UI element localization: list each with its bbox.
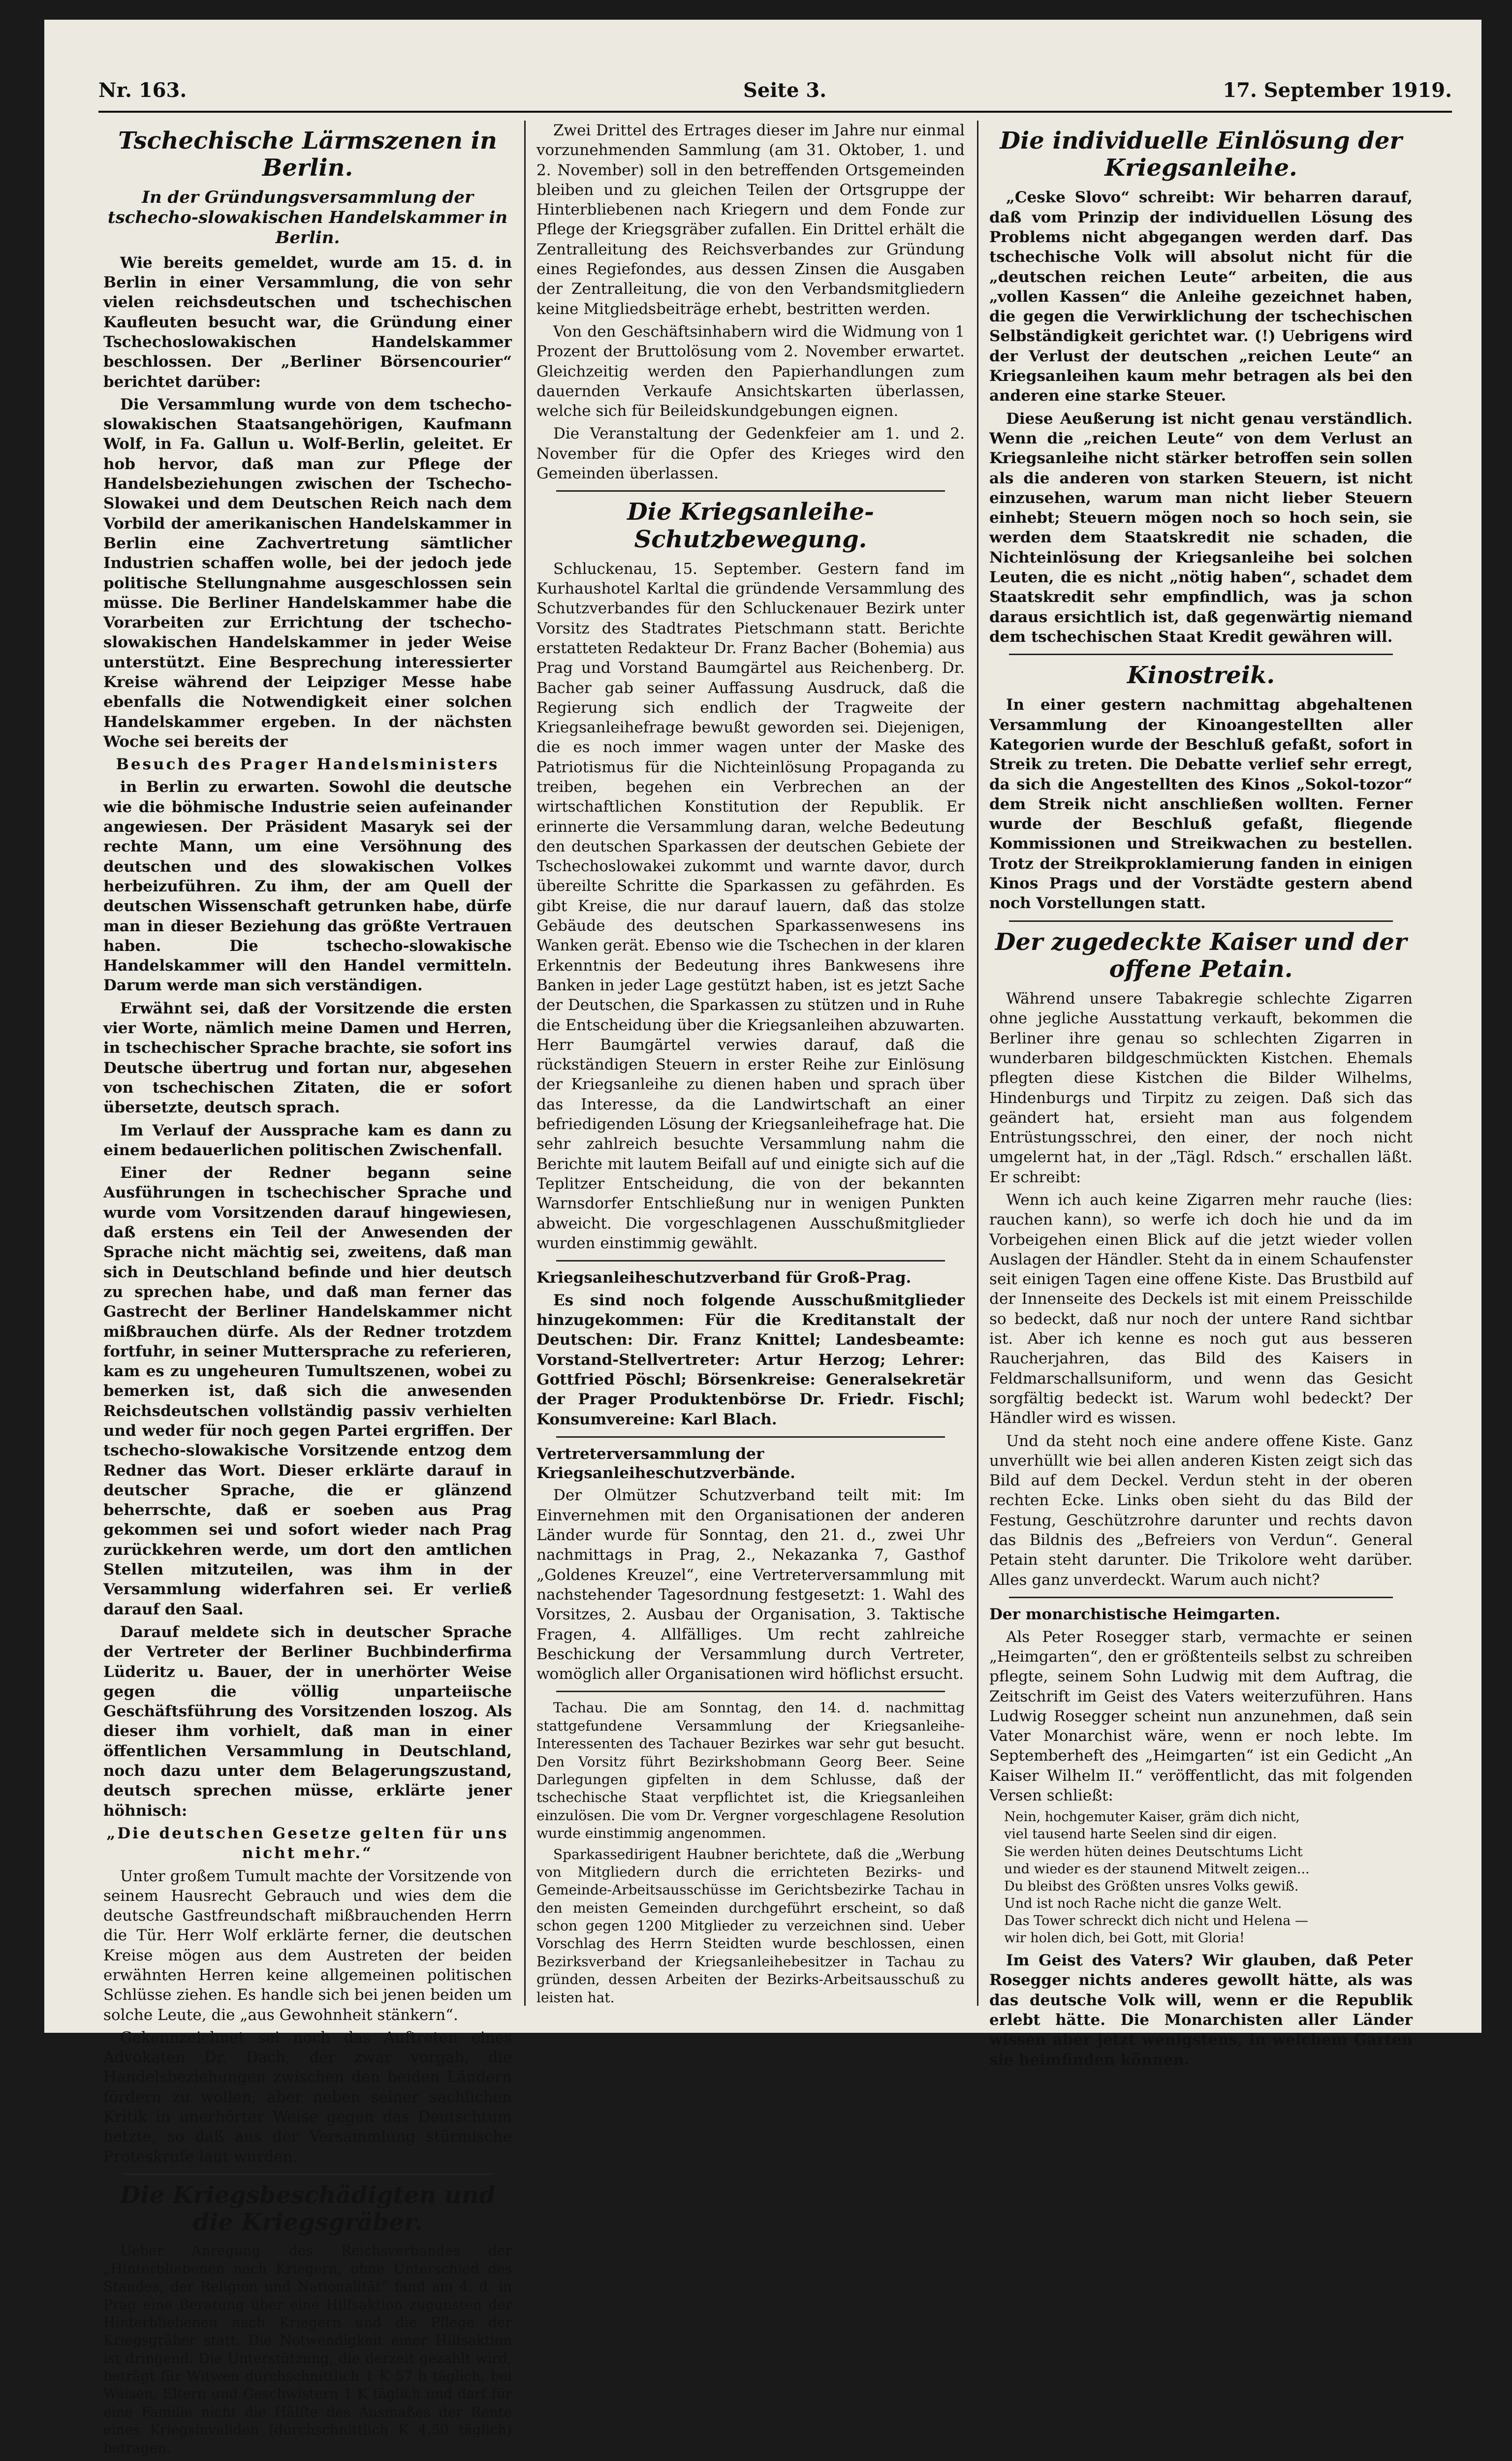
section-rule: [1009, 1597, 1393, 1598]
article-paragraph: Darauf meldete sich in deutscher Sprache der Vertreter der Berliner Buchbinderfirma Lüderitz u. Bauer, der in unerhörter Weise gegen die völlig unparteiische Geschäftsführung des Vorsitzenden loszog. Als dieser ihm vorhielt, daß man in einer öffentlichen Versammlung in Deutschland, noch dazu unter dem Belagerungszustand, deutsch sprechen müsse, erklärte jener höhnisch:: [103, 1623, 512, 1820]
column-right: [989, 121, 1413, 2069]
section-rule: [556, 1436, 945, 1438]
article-paragraph: Im Verlauf der Aussprache kam es dann zu einem bedauerlichen politischen Zwischenfall.: [103, 1121, 512, 1159]
poem-line: Und ist noch Rache nicht die ganze Welt.: [1004, 1895, 1282, 1911]
article-paragraph: Unter großem Tumult machte der Vorsitzende von seinem Hausrecht Gebrauch und wies dem die deutsche Gastfreundschaft mißbrauchenden Herrn die Tür. Herr Wolf erklärte ferner, die deutschen Kreise mögen aus dem Austreten der beiden erwähnten Herren keine allgemeinen politischen Schlüsse ziehen. Es handle sich bei jenen beiden um solche Leute, die „aus Gewohnheit stänkern“.: [103, 1867, 512, 2024]
article-paragraph: Sparkassedirigent Haubner berichtete, daß die „Werbung von Mitgliedern durch die errichteten Bezirks- und Gemeinde-Arbeitsausschüsse im Gerichtsbezirke Tachau in den meisten Gemeinden durchgeführt erscheint, so daß schon gegen 1200 Mitglieder zu verzeichnen sind. Ueber Vorschlag des Herrn Steidten wurde beschlossen, einen Bezirksverband der Kriegsanleihebesitzer in Tachau zu gründen, dessen Arbeiten der Bezirks-Arbeitsausschuß zu leisten hat.: [536, 1846, 965, 2006]
section-rule: [1009, 920, 1393, 922]
article-title: Der zugedeckte Kaiser und der offene Petain.: [995, 928, 1407, 983]
article-title: Tschechische Lärmszenen in Berlin.: [118, 127, 497, 182]
article-paragraph: Ueber Anregung des Reichsverbandes der „Hinterbliebenen nach Kriegern, ohne Unterschied des Standes, der Religion und Nationalität“ fand am 4. d. in Prag eine Beratung über eine Hilfsaktion zugunsten der Hinterbliebenen nach Kriegern und die Pflege der Kriegsgräber statt. Die Notwendigkeit einer Hilfsaktion ist dringend. Die Unterstützung, die derzeit gezahlt wird, beträgt für Witwen durchschnittlich 1 K 57 h täglich, bei Waisen, Eltern und Geschwistern 1 K täglich und darf für eine Familie nicht die Hälfte des Ausmaßes der Rente eines Kriegsinvaliden (durchschnittlich K 4.50 täglich) betragen.: [103, 2242, 512, 2456]
article-paragraph: In einer gestern nachmittag abgehaltenen Versammlung der Kinoangestellten aller Kategorien wurde der Beschluß gefaßt, sofort in Streik zu treten. Die Debatte verlief sehr erregt, da sich die Angestellten des Kinos „Sokol-tozor“ dem Streik nicht anschließen wollten. Ferner wurde der Beschluß gefaßt, fliegende Kommissionen und Streikwachen zu bestellen. Trotz der Streikproklamierung fanden in einigen Kinos Prags und der Vorstädte gestern abend noch Vorstellungen statt.: [989, 696, 1413, 913]
poem-line: Du bleibst des Größten unsres Volks gewiß.: [1004, 1878, 1299, 1894]
column-middle: [536, 121, 965, 2016]
poem-line: Sie werden hüten deines Deutschtums Licht: [1004, 1844, 1303, 1860]
article-paragraph: Gekennzeichnet sei noch das Auftreten eines Advokaten Dr. Dach, der zwar vorgab, die Handelsbeziehungen zwischen den beiden Ländern fördern zu wollen, aber neben seiner sachlichen Kritik in unerhörter Weise gegen das Deutschtum hetzte, so daß aus der Versammlung stürmische Proteskrufe laut wurden.: [103, 2028, 512, 2166]
article-paragraph: Tachau. Die am Sonntag, den 14. d. nachmittag stattgefundene Versammlung der Kriegsanleihe-Interessenten des Tachauer Bezirkes war sehr gut besucht. Den Vorsitz führt Bezirkshobmann Georg Beer. Seine Darlegungen gipfelten in dem Schlusse, daß der tschechische Staat verpflichtet ist, die Kriegsanleihen einzulösen. Die vom Dr. Vergner vorgeschlagene Resolution wurde einstimmig angenommen.: [536, 1700, 965, 1842]
article-paragraph: „Ceske Slovo“ schreibt: Wir beharren darauf, daß vom Prinzip der individuellen Lösung des Problems nicht abgegangen werden darf. Das tschechische Volk will absolut nicht für die „deutschen reichen Leute“ arbeiten, die aus „vollen Kassen“ die Anleihe gezeichnet haben, die gegen die Verwirklichung der tschechischen Selbständigkeit gerichtet war. (!) Uebrigens wird der Verlust der deutschen „reichen Leute“ an Kriegsanleihen kaum mehr betragen als bei den anderen eine starke Steuer.: [989, 189, 1413, 405]
article-paragraph: Während unsere Tabakregie schlechte Zigarren ohne jegliche Ausstattung verkauft, bekommen die Berliner ihre genau so schlechten Zigarren in wunderbaren bildgeschmückten Kistchen. Ehemals pflegten diese Kistchen die Bilder Wilhelms, Hindenburgs und Tirpitz zu zeigen. Daß sich das geändert hat, ersieht man aus folgendem Entrüstungsschrei, den einer, der noch nicht umgelernt hat, in der „Tägl. Rdsch.“ erschallen läßt. Er schreibt:: [989, 990, 1413, 1186]
article-paragraph: Die Veranstaltung der Gedenkfeier am 1. und 2. November für die Opfer des Krieges wird den Gemeinden überlassen.: [536, 425, 965, 483]
poem-line: und wieder es der staunend Mitwelt zeigen...: [1004, 1861, 1310, 1877]
article-title: Vertreterversammlung der Kriegsanleiheschutzverbände.: [536, 1445, 795, 1482]
article-title: Kinostreik.: [1127, 662, 1275, 690]
poem-line: Nein, hochgemuter Kaiser, gräm dich nicht,: [1004, 1809, 1300, 1825]
article-title: Der monarchistische Heimgarten.: [989, 1605, 1281, 1623]
issue-date: 17. September 1919.: [1223, 79, 1452, 102]
article-paragraph: Im Geist des Vaters? Wir glauben, daß Peter Rosegger nichts anderes gewollt hätte, als was das deutsche Volk will, wenn er die Republik erlebt hätte. Die Monarchisten aller Länder wissen aber jetzt wenigstens, in welchem Garten sie heimfinden können.: [989, 1952, 1413, 2069]
article-paragraph: Erwähnt sei, daß der Vorsitzende die ersten vier Worte, nämlich meine Damen und Herren, in tschechischer Sprache brachte, sie sofort ins Deutsche übertrug und fortan nur, abgesehen von tschechischen Zitaten, die er sofort übersetzte, deutsch sprach.: [103, 999, 512, 1117]
newspaper-page: [44, 20, 1481, 2456]
column-divider: [524, 121, 526, 2006]
masthead-rule: [98, 111, 1452, 113]
article-paragraph: Die Versammlung wurde von dem tschecho-slowakischen Staatsangehörigen, Kaufmann Wolf, in Fa. Gallun u. Wolf-Berlin, geleitet. Er hob hervor, daß man zur Pflege der Handelsbeziehungen zwischen der Tschecho-Slowakei und dem Deutschen Reich nach dem Vorbild der amerikanischen Handelskammer in Berlin eine Zachvertretung sämtlicher Industrien schaffen wolle, bei der jedoch jede politische Stellungnahme ausgeschlossen sein müsse. Die Berliner Handelskammer habe die Vorarbeiten zur Errichtung der tschecho-slowakischen Handelskammer in jeder Weise unterstützt. Eine Besprechung interessierter Kreise während der Leipziger Messe habe ebenfalls die Notwendigkeit einer solchen Handelskammer ergeben. In der nächsten Woche sei bereits der: [103, 395, 512, 751]
article-paragraph: in Berlin zu erwarten. Sowohl die deutsche wie die böhmische Industrie seien aufeinander angewiesen. Der Präsident Masaryk sei der rechte Mann, um eine Versöhnung des deutschen und des slowakischen Volkes herbeizuführen. Zu ihm, der am Quell der deutschen Wissenschaft getrunken habe, dürfe man in dieser Beziehung das größte Vertrauen haben. Die tschecho-slowakische Handelskammer will den Handel vermitteln. Darum werde man sich verständigen.: [103, 778, 512, 995]
column-left: [103, 121, 512, 2456]
article-paragraph: Wie bereits gemeldet, wurde am 15. d. in Berlin in einer Versammlung, die von sehr vielen reichsdeutschen und tschechischen Kaufleuten besucht war, die Gründung einer Tschechoslowakischen Handelskammer beschlossen. Der „Berliner Börsencourier“ berichtet darüber:: [103, 253, 512, 391]
article-subtitle: In der Gründungsversammlung der tschecho-slowakischen Handelskammer in Berlin.: [107, 188, 508, 248]
article-paragraph: Schluckenau, 15. September. Gestern fand im Kurhaushotel Karltal die gründende Versammlung des Schutzverbandes für den Schluckenauer Bezirk unter Vorsitz des Stadtrates Pietschmann statt. Berichte erstatteten Redakteur Dr. Franz Bacher (Bohemia) aus Prag und Vorstand Baumgärtel aus Reichenberg. Dr. Bacher gab seiner Auffassung Ausdruck, daß die Regierung sich endlich der Tragweite der Kriegsanleihefrage bewußt geworden sei. Diejenigen, die es noch immer wagen unter der Maske des Patriotismus für die Nichteinlösung Propaganda zu treiben, begehen ein Verbrechen an der wirtschaftlichen Konstitution der Republik. Er erinnerte die Versammlung daran, welche Bedeutung den deutschen Sparkassen der deutschen Gebiete der Tschechoslowakei zukommt und warnte davor, durch übereilte Schritte die Sparkassen zu gefährden. Es gibt Kreise, die nur darauf lauern, daß das stolze Gebäude des deutschen Sparkassenwesens ins Wanken gerät. Ebenso wie die Tschechen in der klaren Erkenntnis der Bedeutung ihres Bankwesens ihre Banken in jeder Lage gestützt haben, ist es jetzt Sache der Deutschen, die Sparkassen zu stützen und in Ruhe die Entscheidung über die Kriegsanleihen abzuwarten. Herr Baumgärtel verwies darauf, daß die rückständigen Steuern in erster Reihe zur Einlösung der Kriegsanleihe zu dienen haben und sprach über das Interesse, da die Landwirtschaft an einer befriedigenden Lösung der Kriegsanleihefrage hat. Die sehr zahlreich besuchte Versammlung nahm die Berichte mit lautem Beifall auf und einigte sich auf die Teplitzer Entscheidung, die von der bekannten Warnsdorfer Entschließung nur in wenigen Punkten abweicht. Die vorgeschlagenen Ausschußmitglieder wurden einstimmig gewählt.: [536, 560, 965, 1252]
article-title: Die Kriegsanleihe-Schutzbewegung.: [627, 498, 874, 553]
poem-line: viel tausend harte Seelen sind dir eigen.: [1004, 1827, 1277, 1842]
article-title: Die individuelle Einlösung der Kriegsanleihe.: [1000, 127, 1402, 182]
article-paragraph: Diese Aeußerung ist nicht genau verständlich. Wenn die „reichen Leute“ von dem Verlust an Kriegsanleihe nicht stärker betroffen sein sollen als die anderen von starken Steuern, ist nicht einzusehen, warum man nicht lieber Steuern einhebt; Steuern mögen noch so hoch sein, sie werden dem Staatskredit nie schaden, die Nichteinlösung der Kriegsanleihe bei solchen Leuten, die es nicht „nötig haben“, schadet dem Staatskredit sehr empfindlich, was ja schon daraus ersichtlich ist, daß gegenwärtig niemand dem tschechischen Staat Kredit gewähren will.: [989, 410, 1413, 646]
article-paragraph: Es sind noch folgende Ausschußmitglieder hinzugekommen: Für die Kreditanstalt der Deutschen: Dir. Franz Knittel; Landesbeamte: Vorstand-Stellvertreter: Artur Herzog; Lehrer: Gottfried Pöschl; Börsenkreise: Generalsekretär der Prager Produktenbörse Dr. Friedr. Fischl; Konsumvereine: Karl Blach.: [536, 1291, 965, 1428]
poem-line: wir holen dich, bei Gott, mit Gloria!: [1004, 1930, 1245, 1946]
article-paragraph: Als Peter Rosegger starb, vermachte er seinen „Heimgarten“, den er größtenteils selbst zu schreiben pflegte, seinem Sohn Ludwig mit dem Auftrag, die Zeitschrift im Geist des Vaters weiterzuführen. Hans Ludwig Rosegger scheint nun anzunehmen, daß sein Vater Monarchist wäre, wenn er noch lebte. Im Septemberheft des „Heimgarten“ ist ein Gedicht „An Kaiser Wilhelm II.“ veröffentlicht, das mit folgenden Versen schließt:: [989, 1628, 1413, 1805]
section-rule: [556, 490, 945, 492]
section-rule: [1009, 654, 1393, 655]
article-paragraph: Wenn ich auch keine Zigarren mehr rauche (lies: rauchen kann), so werfe ich doch hie und da im Vorbeigehen einen Blick auf die jetzt wieder vollen Auslagen der Händler. Steht da in einem Schaufenster seit einigen Tagen eine offene Kiste. Das Brustbild auf der Innenseite des Deckels ist mit einem Preisschilde so bedeckt, daß nur noch der untere Rand sichtbar ist. Aber ich kenne es noch gut aus besseren Raucherjahren, das Bild des Kaisers in Feldmarschallsuniform, und wenn das Gesicht sorgfältig bedeckt ist. Warum wohl bedeckt? Der Händler wird es wissen.: [989, 1191, 1413, 1427]
section-rule: [123, 2174, 492, 2175]
article-paragraph: Von den Geschäftsinhabern wird die Widmung von 1 Prozent der Bruttolösung vom 2. November erwartet. Gleichzeitig werden den Papierhandlungen zum dauernden Verkaufe Ansichtskarten überlassen, welche sich für Beileidskundgebungen eignen.: [536, 322, 965, 420]
article-paragraph: Und da steht noch eine andere offene Kiste. Ganz unverhüllt wie bei allen anderen Kisten zeigt sich das Bild auf dem Deckel. Verdun steht in der oberen rechten Ecke. Links oben sieht du das Bild der Festung, Geschützrohre darunter und rechts davon das Bildnis des „Befreiers von Verdun“. General Petain steht darunter. Die Trikolore weht darüber. Alles ganz unverdeckt. Warum auch nicht?: [989, 1432, 1413, 1589]
section-rule: [556, 1691, 945, 1692]
article-paragraph: Einer der Redner begann seine Ausführungen in tschechischer Sprache und wurde vom Vorsitzenden darauf hingewiesen, daß erstens ein Teil der Anwesenden der Sprache nicht mächtig sei, zweitens, daß man sich in Deutschland befinde und hier deutsch zu sprechen habe, und daß man ferner das Gastrecht der Berliner Handelskammer nicht mißbrauchen dürfe. Als der Redner trotzdem fortfuhr, in seiner Muttersprache zu referieren, kam es zu ungeheuren Tumultszenen, wobei zu bemerken ist, daß sich die anwesenden Reichsdeutschen vollständig passiv verhielten und weder für noch gegen Partei ergriffen. Der tschecho-slowakische Vorsitzende entzog dem Redner das Wort. Dieser erklärte darauf in deutscher Sprache, die er glänzend beherrschte, daß er soeben aus Prag gekommen sei und sofort wieder nach Prag zurückkehren werde, um dort den amtlichen Stellen mitzuteilen, was ihm in der Versammlung widerfahren sei. Er verließ darauf den Saal.: [103, 1164, 512, 1618]
section-rule: [556, 1260, 945, 1262]
article-paragraph: Der Olmützer Schutzverband teilt mit: Im Einvernehmen mit den Organisationen der anderen Länder wurde für Sonntag, den 21. d., zwei Uhr nachmittags in Prag, 2., Nekazanka 7, Gasthof „Goldenes Kreuzel“, eine Vertreterversammlung mit nachstehender Tagesordnung festgesetzt: 1. Wahl des Vorsitzes, 2. Ausbau der Organisation, 3. Taktische Fragen, 4. Allfälliges. Um recht zahlreiche Beschickung der Versammlung durch Vertreter, womöglich aller Organisationen wird höflichst ersucht.: [536, 1486, 965, 1683]
article-title: Die Kriegsbeschädigten und die Kriegsgräber.: [120, 2181, 496, 2237]
article-paragraph: Zwei Drittel des Ertrages dieser im Jahre nur einmal vorzunehmenden Sammlung (am 31. Oktober, 1. und 2. November) soll in den betreffenden Ortsgemeinden bleiben und zu gleichen Teilen der Ortsgruppe der Hinterbliebenen nach Kriegern und dem Fonde zur Pflege der Kriegsgräber zufallen. Ein Drittel erhält die Zentralleitung des Reichsverbandes zur Gründung eines Regiefondes, aus dessen Zinsen die Ausgaben der Zentralleitung, die von den Verbandsmitgliedern keine Mitgliedsbeiträge erhebt, bestritten werden.: [536, 122, 965, 318]
article-title: Kriegsanleiheschutzverband für Groß-Prag.: [536, 1269, 912, 1287]
article-emphasis: Besuch des Prager Handelsministers: [116, 756, 500, 774]
column-divider: [977, 121, 978, 2006]
poem-block: [1004, 1808, 1413, 1947]
page-number: Seite 3.: [743, 79, 827, 102]
poem-line: Das Tower schreckt dich nicht und Helena —: [1004, 1913, 1308, 1928]
issue-number: Nr. 163.: [98, 79, 187, 102]
article-quote: „Die deutschen Gesetze gelten für uns nicht mehr.“: [106, 1824, 509, 1862]
